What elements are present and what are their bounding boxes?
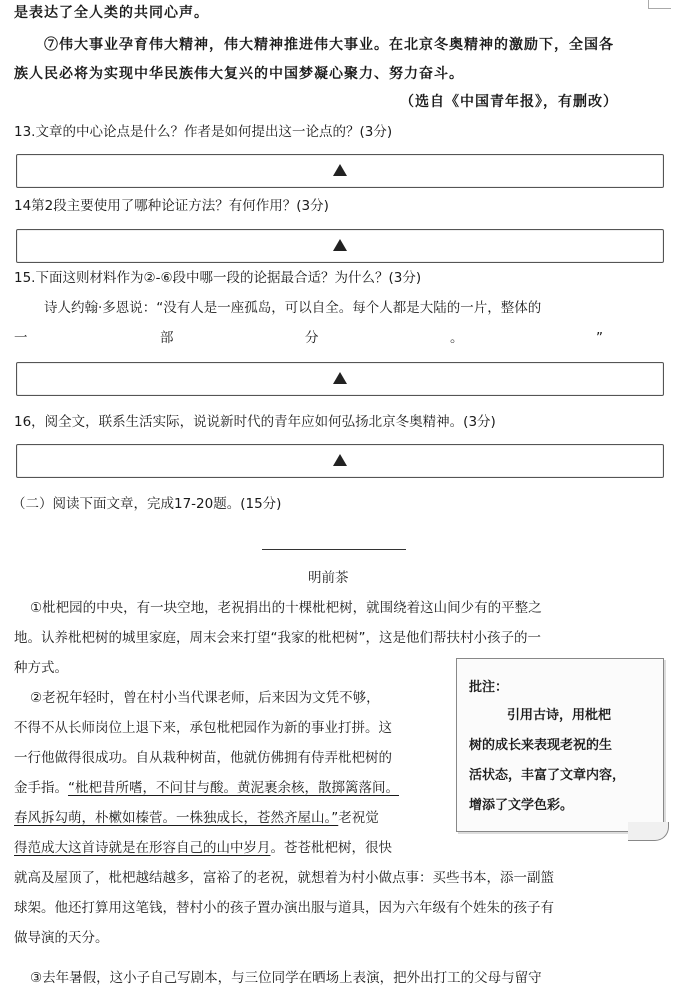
answer-box-16[interactable] [16,444,664,478]
paragraph-7-line-1: ⑦伟大事业孕育伟大精神，伟大精神推进伟大事业。在北京冬奥精神的激励下，全国各 [44,37,614,53]
article-p2-line-5 [14,808,379,828]
answer-marker-icon [333,454,347,466]
source-citation: （选自《中国青年报》，有删改） [400,94,618,110]
paragraph-continuation: 是表达了全人类的共同心声。 [14,5,209,21]
annotation-line-1: 引用古诗，用枇杷 [507,708,612,723]
article-p2-quoted-poem-1: “枇杷昔所嗜，不问甘与酸。黄泥裹余核，散掷篱落间。 [68,780,399,796]
article-p3-line-1: ③去年暑假，这小子自己写剧本，与三位同学在晒场上表演，把外出打工的父母与留守 [30,970,542,986]
article-p2-line-7: 就高及屋顶了，枇杷越结越多，富裕了的老祝，就想着为村小做点事：买些书本，添一副篮 [14,870,554,886]
page-corner-mark [648,0,671,9]
article-p2-line-1: ②老祝年轻时，曾在村小当代课老师，后来因为文凭不够， [30,690,380,706]
question-15-material-line-1: 诗人约翰·多恩说：“没有人是一座孤岛，可以自全。每个人都是大陆的一片，整体的 [44,300,542,316]
question-15-material-char-5: ” [596,330,603,346]
article-p1-line-2: 地。认养枇杷树的城里家庭，周末会来打望“我家的枇杷树”，这是他们帮扶村小孩子的一 [14,630,541,646]
answer-box-15[interactable] [16,362,664,396]
question-15-material-char-3: 分 [305,330,319,346]
article-title: 明前茶 [308,570,349,586]
question-15-material-char-2: 部 [160,330,174,346]
question-13: 13.文章的中心论点是什么？作者是如何提出这一论点的？(3分) [14,124,393,140]
title-rule [262,549,406,550]
annotation-line-2: 树的成长来表现老祝的生 [469,738,613,753]
article-p2-line-6-plain: 。苍苍枇杷树，很快 [270,840,392,856]
page-curl-icon [628,822,669,841]
answer-box-13[interactable] [16,154,664,188]
article-p1-line-1: ①枇杷园的中央，有一块空地，老祝捐出的十棵枇杷树，就围绕着这山间少有的平整之 [30,600,542,616]
article-p2-underlined-sentence: 得范成大这首诗就是在形容自己的山中岁月 [14,840,271,856]
article-p2-line-4-plain: 金手指。 [14,780,68,796]
question-16: 16，阅全文，联系生活实际，说说新时代的青年应如何弘扬北京冬奥精神。(3分) [14,414,496,430]
question-14: 14第2段主要使用了哪种论证方法？有何作用？(3分) [14,198,329,214]
annotation-note [456,658,664,832]
annotation-line-3: 活状态，丰富了文章内容， [469,768,626,783]
answer-marker-icon [333,239,347,251]
section-2-heading: （二）阅读下面文章，完成17-20题。(15分) [12,496,282,512]
article-p2-line-8: 球架。他还打算用这笔钱，替村小的孩子置办演出服与道具，因为六年级有个姓朱的孩子有 [14,900,554,916]
article-p1-line-3: 种方式。 [14,660,68,676]
article-p2-line-5-plain: 老祝觉 [338,810,379,826]
annotation-line-4: 增添了文学色彩。 [469,798,574,813]
paragraph-7-line-2: 族人民必将为实现中华民族伟大复兴的中国梦凝心聚力、努力奋斗。 [14,66,464,82]
article-p2-line-4 [14,778,399,798]
article-p2-quoted-poem-2: 春风拆勾萌，朴樕如榛菅。一株独成长，苍然齐屋山。” [14,810,339,826]
question-15-material-char-1: 一 [14,330,28,346]
article-p2-line-6 [14,838,392,858]
question-15: 15.下面这则材料作为②-⑥段中哪一段的论据最合适？为什么？(3分) [14,270,422,286]
article-p2-line-2: 不得不从长师岗位上退下来，承包枇杷园作为新的事业打拼。这 [14,720,392,736]
answer-box-14[interactable] [16,229,664,263]
article-p2-line-3: 一行他做得很成功。自从栽种树苗，他就仿佛拥有侍弄枇杷树的 [14,750,392,766]
question-15-material-char-4: 。 [450,330,464,346]
answer-marker-icon [333,372,347,384]
annotation-heading: 批注： [469,680,509,695]
article-p2-line-9: 做导演的天分。 [14,930,109,946]
answer-marker-icon [333,164,347,176]
